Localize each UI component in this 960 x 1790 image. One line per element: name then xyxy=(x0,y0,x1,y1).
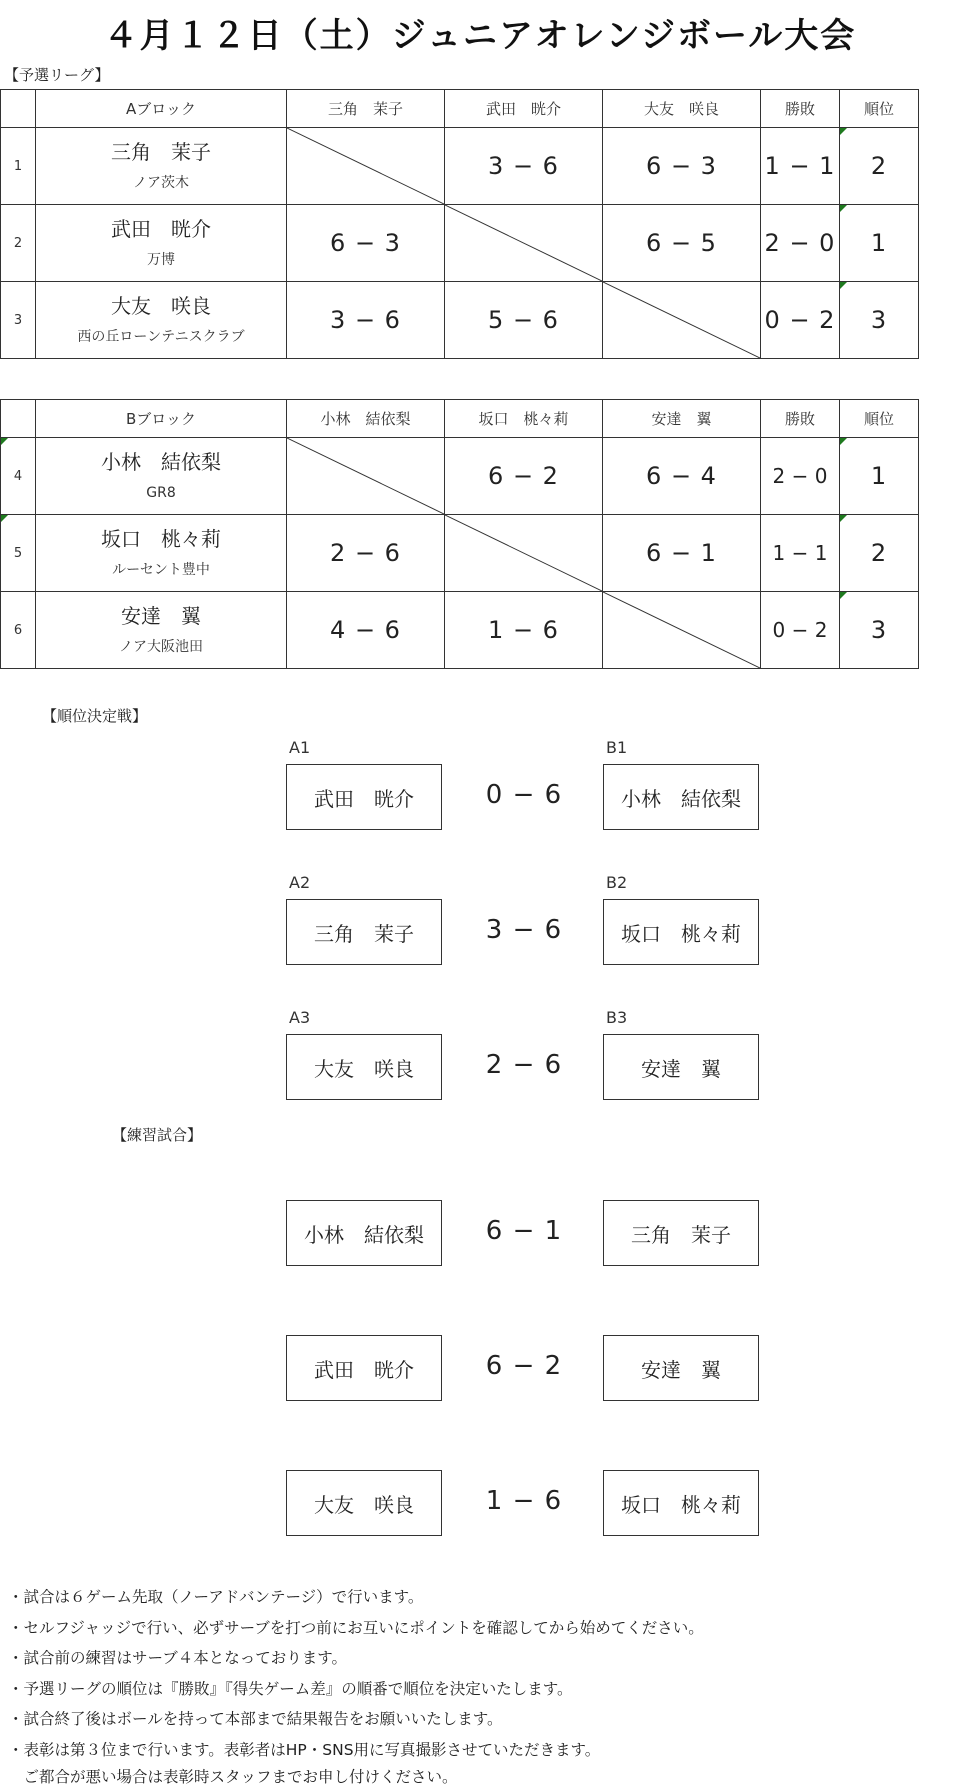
diagonal-line xyxy=(445,515,602,591)
diagonal-line xyxy=(287,128,444,204)
self-match-cell xyxy=(603,592,761,669)
rank-value: 2 xyxy=(840,515,919,592)
comment-marker-icon xyxy=(840,205,847,212)
table-row xyxy=(1,282,919,359)
block-b-table xyxy=(0,399,919,669)
match-score: 6 − 5 xyxy=(603,205,761,282)
column-rank: 順位 xyxy=(840,400,919,438)
comment-marker-icon xyxy=(840,515,847,522)
table-row xyxy=(1,438,919,515)
column-opponent: 武田 晄介 xyxy=(445,90,603,128)
player-club: ノア大阪池田 xyxy=(119,639,203,655)
match-score: 6 − 2 xyxy=(445,438,603,515)
player-name: 安達 翼 xyxy=(121,604,201,628)
note-line: ・試合前の練習はサーブ４本となっております。 xyxy=(8,1649,347,1667)
block-name: Aブロック xyxy=(36,90,287,128)
comment-marker-icon xyxy=(840,128,847,135)
match-score: 0 − 6 xyxy=(485,780,563,810)
row-index: 2 xyxy=(1,205,36,282)
prelim-league-label: 【予選リーグ】 xyxy=(4,66,110,84)
note-line: ・セルフジャッジで行い、必ずサーブを打つ前にお互いにポイントを確認してから始めてください。 xyxy=(8,1618,704,1637)
match-score: 1 − 6 xyxy=(445,592,603,669)
row-index: 3 xyxy=(1,282,36,359)
rank-value: 3 xyxy=(840,282,919,359)
rank-value: 1 xyxy=(840,205,919,282)
self-match-cell xyxy=(445,205,603,282)
player-box: 安達 翼 xyxy=(603,1034,759,1100)
diagonal-line xyxy=(445,205,602,281)
seed-label: B1 xyxy=(606,738,628,757)
header-index xyxy=(1,400,36,438)
player-name: 三角 茉子 xyxy=(111,140,211,164)
self-match-cell xyxy=(445,515,603,592)
player-name: 坂口 桃々莉 xyxy=(101,527,221,551)
match-score: 6 − 2 xyxy=(485,1351,563,1381)
page-title: ４月１２日（土）ジュニアオレンジボール大会 xyxy=(103,16,857,56)
column-opponent: 小林 結依梨 xyxy=(287,400,445,438)
match-score: 1 − 6 xyxy=(485,1486,563,1516)
column-opponent: 坂口 桃々莉 xyxy=(445,400,603,438)
player-cell xyxy=(36,515,287,592)
player-box: 武田 晄介 xyxy=(286,764,442,830)
player-box: 坂口 桃々莉 xyxy=(603,1470,759,1536)
self-match-cell xyxy=(603,282,761,359)
player-box: 大友 咲良 xyxy=(286,1470,442,1536)
seed-label: B2 xyxy=(606,873,628,892)
seed-label: A1 xyxy=(289,738,311,757)
player-name: 武田 晄介 xyxy=(111,217,211,241)
seed-label: A2 xyxy=(289,873,311,892)
win-loss-record: 1 − 1 xyxy=(761,515,840,592)
column-opponent: 三角 茉子 xyxy=(287,90,445,128)
match-score: 2 − 6 xyxy=(485,1050,563,1080)
note-line: ・表彰は第３位まで行います。表彰者はHP・SNS用に写真撮影させていただきます。 xyxy=(8,1740,601,1759)
row-index: 6 xyxy=(1,592,36,669)
row-index: 4 xyxy=(1,438,36,515)
diagonal-line xyxy=(603,592,760,668)
column-opponent: 大友 咲良 xyxy=(603,90,761,128)
comment-marker-icon xyxy=(1,438,8,445)
match-score: 3 − 6 xyxy=(287,282,445,359)
table-row xyxy=(1,205,919,282)
block-a-table xyxy=(0,89,919,359)
table-row xyxy=(1,515,919,592)
comment-marker-icon xyxy=(840,438,847,445)
match-score: 6 − 1 xyxy=(603,515,761,592)
header-index xyxy=(1,90,36,128)
diagonal-line xyxy=(287,438,444,514)
self-match-cell xyxy=(287,438,445,515)
player-club: 西の丘ローンテニスクラブ xyxy=(77,329,245,345)
self-match-cell xyxy=(287,128,445,205)
match-score: 6 − 4 xyxy=(603,438,761,515)
rank-value: 2 xyxy=(840,128,919,205)
win-loss-record: 0 − 2 xyxy=(761,282,840,359)
player-box: 安達 翼 xyxy=(603,1335,759,1401)
seed-label: B3 xyxy=(606,1008,628,1027)
win-loss-record: 2 − 0 xyxy=(761,438,840,515)
comment-marker-icon xyxy=(840,592,847,599)
table-row xyxy=(1,592,919,669)
player-box: 小林 結依梨 xyxy=(603,764,759,830)
note-line: ご都合が悪い場合は表彰時スタッフまでお申し付けください。 xyxy=(8,1768,458,1786)
match-score: 6 − 3 xyxy=(287,205,445,282)
comment-marker-icon xyxy=(840,282,847,289)
player-cell xyxy=(36,438,287,515)
match-score: 5 − 6 xyxy=(445,282,603,359)
column-record: 勝敗 xyxy=(761,400,840,438)
match-score: 6 − 1 xyxy=(485,1216,563,1246)
seed-label: A3 xyxy=(289,1008,311,1027)
rank-value: 1 xyxy=(840,438,919,515)
player-club: ノア茨木 xyxy=(133,175,189,191)
column-record: 勝敗 xyxy=(761,90,840,128)
note-line: ・試合終了後はボールを持って本部まで結果報告をお願いいたします。 xyxy=(8,1710,503,1728)
match-score: 3 − 6 xyxy=(445,128,603,205)
practice-label: 【練習試合】 xyxy=(112,1126,203,1144)
match-score: 4 − 6 xyxy=(287,592,445,669)
player-box: 武田 晄介 xyxy=(286,1335,442,1401)
player-cell xyxy=(36,592,287,669)
diagonal-line xyxy=(603,282,760,358)
note-line: ・試合は６ゲーム先取（ノーアドバンテージ）で行います。 xyxy=(8,1588,424,1606)
player-box: 三角 茉子 xyxy=(286,899,442,965)
player-club: 万博 xyxy=(147,252,175,268)
win-loss-record: 0 − 2 xyxy=(761,592,840,669)
player-club: GR8 xyxy=(146,485,176,501)
note-line: ・予選リーグの順位は『勝敗』『得失ゲーム差』の順番で順位を決定いたします。 xyxy=(8,1679,573,1698)
column-opponent: 安達 翼 xyxy=(603,400,761,438)
win-loss-record: 2 − 0 xyxy=(761,205,840,282)
player-box: 三角 茉子 xyxy=(603,1200,759,1266)
match-score: 6 − 3 xyxy=(603,128,761,205)
player-cell xyxy=(36,205,287,282)
player-name: 大友 咲良 xyxy=(111,294,211,318)
win-loss-record: 1 − 1 xyxy=(761,128,840,205)
player-box: 坂口 桃々莉 xyxy=(603,899,759,965)
match-score: 3 − 6 xyxy=(485,915,563,945)
rank-value: 3 xyxy=(840,592,919,669)
column-rank: 順位 xyxy=(840,90,919,128)
player-box: 大友 咲良 xyxy=(286,1034,442,1100)
row-index: 5 xyxy=(1,515,36,592)
player-box: 小林 結依梨 xyxy=(286,1200,442,1266)
notes-list xyxy=(8,1582,704,1789)
row-index: 1 xyxy=(1,128,36,205)
placement-label: 【順位決定戦】 xyxy=(42,707,148,725)
table-row xyxy=(1,128,919,205)
player-cell xyxy=(36,128,287,205)
player-cell xyxy=(36,282,287,359)
comment-marker-icon xyxy=(1,515,8,522)
match-score: 2 − 6 xyxy=(287,515,445,592)
player-name: 小林 結依梨 xyxy=(101,450,221,474)
player-club: ルーセント豊中 xyxy=(112,562,210,578)
block-name: Bブロック xyxy=(36,400,287,438)
